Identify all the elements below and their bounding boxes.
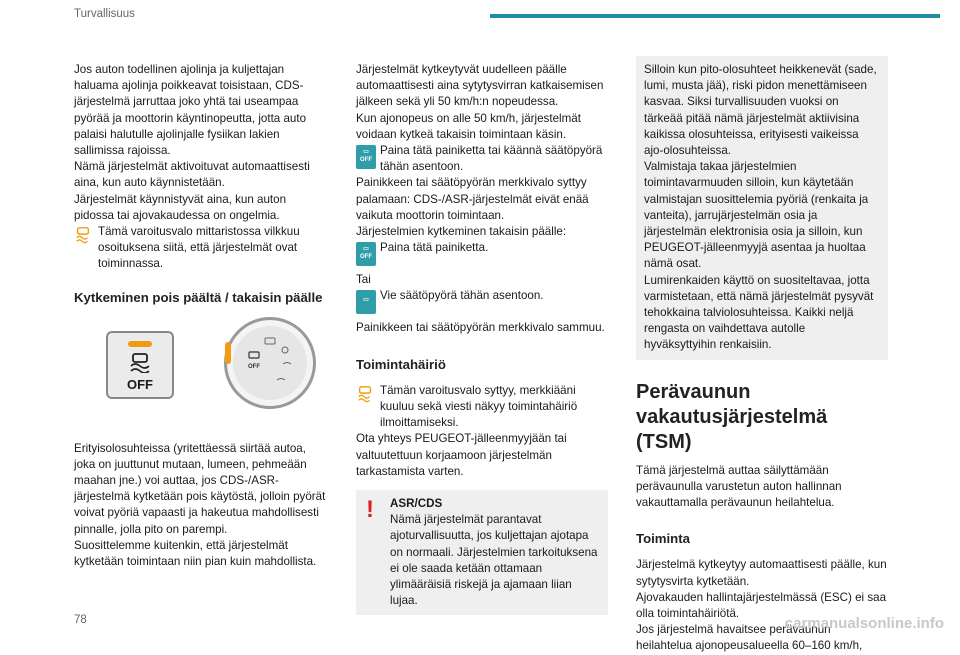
paragraph: Nämä järjestelmät aktivoituvat automaattisesti aina, kun auto käynnistetään. bbox=[74, 160, 310, 190]
paragraph: Valmistaja takaa järjestelmien toimintavarmuuden silloin, kun käytetään valmistajan suosittelemia pyöriä (renkaita ja vanteita), jarrujärjestelmän osia ja järjestelmän elektronisia osia ja silloin, kun PEUGEOT-jälleenmyyjä asentaa ja huoltaa nämä osat. bbox=[644, 160, 869, 271]
paragraph: Vie säätöpyörä tähän asentoon. bbox=[380, 289, 544, 303]
page-number: 78 bbox=[74, 614, 87, 626]
column-2 bbox=[356, 62, 608, 615]
button-off-label: OFF bbox=[127, 376, 153, 392]
paragraph: Paina tätä painiketta. bbox=[380, 241, 489, 255]
esc-off-icon: ▭ OFF bbox=[356, 145, 376, 169]
header-accent-bar bbox=[490, 14, 940, 18]
paragraph: Järjestelmä kytkeytyy automaattisesti päälle, kun sytytysvirta kytketään. bbox=[636, 558, 887, 588]
paragraph: Ajovakauden hallintajärjestelmässä (ESC) ei saa olla toimintahäiriötä. bbox=[636, 590, 887, 621]
paragraph: Silloin kun pito-olosuhteet heikkenevät (sade, lumi, musta jää), riski pidon menettämiseen kasvaa. Siksi turvallisuuden vuoksi on tärkeää pitää nämä järjestelmät aktiivisina kaikissa olosuhteissa, erityisesti vaikeissa ajo-olosuhteissa. bbox=[644, 63, 877, 158]
paragraph: Tämän varoitusvalo syttyy, merkkiääni kuuluu sekä viesti näkyy toimintahäiriö ilmoittamiseksi. bbox=[380, 383, 578, 430]
column-3 bbox=[636, 56, 888, 655]
section-heading: Toiminta bbox=[636, 531, 690, 547]
wheel-indicator bbox=[225, 342, 231, 364]
button-indicator bbox=[128, 341, 152, 347]
esc-off-icon: ▭ OFF bbox=[356, 242, 376, 266]
skid-warning-icon bbox=[356, 385, 374, 403]
paragraph: Tai bbox=[356, 273, 371, 287]
svg-text:OFF: OFF bbox=[248, 363, 260, 370]
button-note bbox=[356, 143, 608, 175]
wheel-note bbox=[356, 288, 608, 320]
column-1 bbox=[74, 62, 326, 570]
off-button bbox=[106, 331, 174, 399]
button-note bbox=[356, 240, 608, 272]
paragraph: Ota yhteys PEUGEOT-jälleenmyyjään tai valtuutettuun korjaamoon järjestelmän tarkastamista varten. bbox=[356, 432, 567, 478]
paragraph: Suosittelemme kuitenkin, että järjestelmät kytketään toimintaan niin pian kuin mahdollista. bbox=[74, 538, 317, 569]
paragraph: Painikkeen tai säätöpyörän merkkivalo sammuu. bbox=[356, 321, 605, 335]
paragraph: Paina tätä painiketta tai käännä säätöpyörä tähän asentoon. bbox=[380, 144, 603, 174]
chapter-title: Perävaunun vakautusjärjestelmä (TSM) bbox=[636, 380, 828, 453]
paragraph: Järjestelmät käynnistyvät aina, kun auton pidossa tai ajovakaudessa on ongelmia. bbox=[74, 192, 287, 222]
controls-illustration bbox=[74, 317, 326, 427]
traction-mode-icon: ▭ bbox=[356, 290, 376, 314]
warning-text: Nämä järjestelmät parantavat ajoturvallisuutta, jos kuljettajan ajotapa on normaali. Järjestelmien tarkoituksena ei ole saada ketään ottamaan ylimääräisiä riskejä ja ajamaan liian lujaa. bbox=[390, 513, 598, 608]
paragraph: Järjestelmät kytkeytyvät uudelleen päälle automaattisesti aina sytytysvirran katkaisemisen jälkeen sekä yli 50 km/h:n nopeudessa. bbox=[356, 63, 604, 109]
paragraph: Kun ajonopeus on alle 50 km/h, järjestelmät voidaan kytkeä takaisin toimintaan käsin. bbox=[356, 111, 581, 141]
paragraph: Järjestelmien kytkeminen takaisin päälle: bbox=[356, 225, 567, 239]
warning-light-note bbox=[74, 224, 326, 273]
paragraph: Jos auton todellinen ajolinja ja kuljettajan haluama ajolinja poikkeavat toisistaan, CDS-järjestelmä jarruttaa joko yhtä tai useampaa pyörää ja moottorin käyntinopeutta, jotta auto palaisi halutulle ajolinjalle fysiikan lakien sallimissa rajoissa. bbox=[74, 63, 307, 158]
warning-title: ASR/CDS bbox=[390, 497, 443, 511]
skid-car-icon bbox=[128, 353, 152, 373]
paragraph: Painikkeen tai säätöpyörän merkkivalo syttyy palamaan: CDS-/ASR-järjestelmät eivät enää vaikuta moottorin toimintaan. bbox=[356, 176, 589, 222]
selector-wheel bbox=[224, 317, 316, 409]
section-heading: Toimintahäiriö bbox=[356, 356, 446, 372]
paragraph: Lumirenkaiden käyttö on suositeltavaa, jotta varmistetaan, että nämä järjestelmät pysyvät tehokkaina talviolosuhteissa. Kaikki neljä rengasta on vaihdettava autolle hyväksyttyihin renkaisiin. bbox=[644, 273, 874, 352]
warning-box bbox=[356, 490, 608, 615]
skid-warning-icon bbox=[74, 226, 92, 244]
info-box bbox=[636, 56, 888, 360]
paragraph: Tämä järjestelmä auttaa säilyttämään perävaunulla varustetun auton hallinnan vakauttamalla perävaunun heilahtelua. bbox=[636, 463, 842, 510]
paragraph: Erityisolosuhteissa (yritettäessä siirtää autoa, joka on juuttunut mutaan, lumeen, pehmeään maahan jne.) voi auttaa, jos CDS-/ASR-järjestelmä kytketään pois käytöstä, jolloin pyörät voivat pyöriä vapaasti ja hakeutua mahdollisesti pinnalle, jolla pito on parempi. bbox=[74, 441, 326, 536]
watermark: carmanualsonline.info bbox=[784, 615, 944, 632]
paragraph: Jos järjestelmä havaitsee perävaunun heilahtelua ajonopeusalueella 60–160 km/h, bbox=[636, 623, 863, 653]
section-heading: Kytkeminen pois päältä / takaisin päälle bbox=[74, 289, 323, 305]
exclamation-icon: ! bbox=[366, 496, 374, 524]
section-title: Turvallisuus bbox=[74, 8, 135, 20]
wheel-markings-icon bbox=[239, 332, 301, 394]
paragraph: Tämä varoitusvalo mittaristossa vilkkuu osoituksena siitä, että järjestelmät ovat toiminnassa. bbox=[98, 225, 300, 271]
malfunction-note bbox=[356, 383, 608, 432]
